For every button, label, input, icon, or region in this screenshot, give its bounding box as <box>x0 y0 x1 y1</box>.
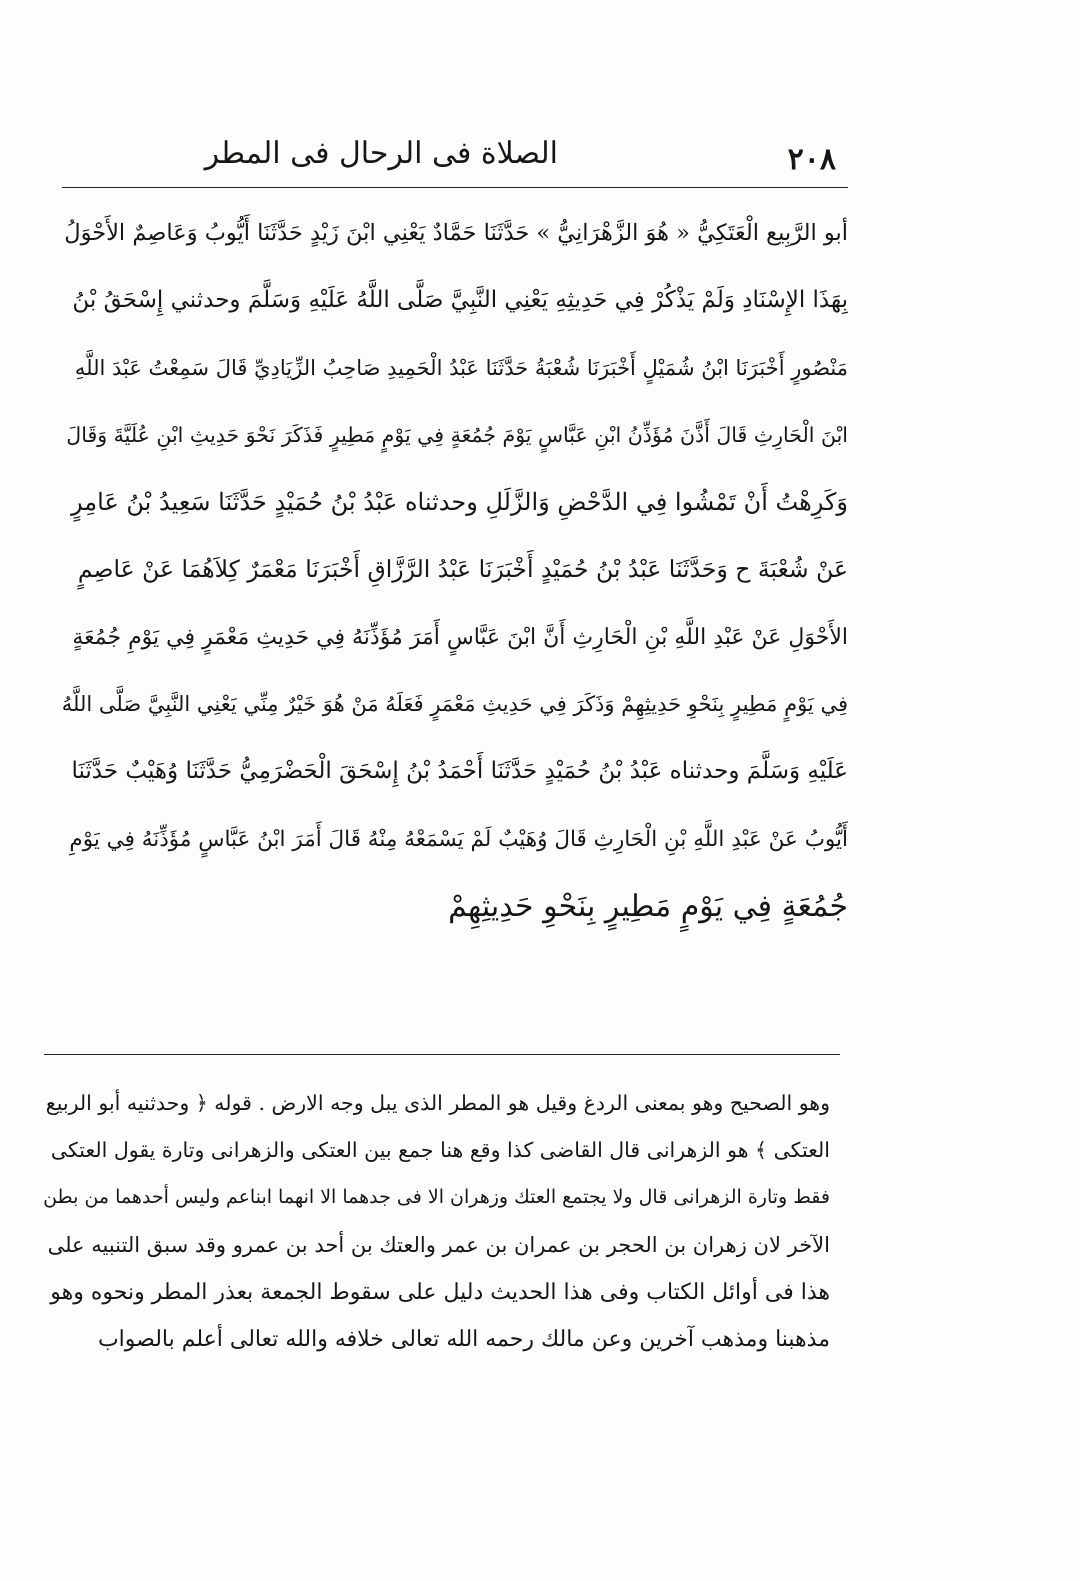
footnote-line: وهو الصحيح وهو بمعنى الردغ وقيل هو المطر الذى يبل وجه الارض . قوله ﴿ وحدثنيه أبو الربيع <box>45 1091 830 1115</box>
footnote-line: هذا فى أوائل الكتاب وفى هذا الحديث دليل على سقوط الجمعة بعذر المطر ونحوه وهو <box>50 1279 830 1305</box>
commentary-footnotes <box>40 1080 830 1363</box>
page-number: ٢٠٨ <box>787 142 836 177</box>
text-line: بِهَذَا الإِسْنَادِ وَلَمْ يَذْكُرْ فِي حَدِيثِهِ يَعْنِي النَّبِيَّ صَلَّى اللَّهُ عَلَيْهِ وَسَلَّمَ وحدثني إِسْحَقُ بْنُ <box>72 287 848 314</box>
text-line: فِي يَوْمٍ مَطِيرٍ بِنَحْوِ حَدِيثِهِمْ وَذَكَرَ فِي حَدِيثِ مَعْمَرٍ فَعَلَهُ مَنْ هُوَ خَيْرٌ مِنِّي يَعْنِي النَّبِيَّ صَلَّى اللَّهُ <box>62 692 848 717</box>
hadith-text-block <box>62 200 848 940</box>
text-line: أبو الرَّبِيع الْعَتَكِيُّ « هُوَ الزَّهْرَانِيُّ » حَدَّثَنَا حَمَّادٌ يَعْنِي ابْنَ زَيْدٍ حَدَّثَنَا أَيُّوبُ وَعَاصِمٌ الأَحْوَلُ <box>64 220 848 246</box>
running-title: الصلاة فى الرحال فى المطر <box>204 136 558 171</box>
text-line: عَنْ شُعْبَةَ ح وَحَدَّثَنَا عَبْدُ بْنُ حُمَيْدٍ أَخْبَرَنَا عَبْدُ الرَّزَّاقِ أَخْبَرَنَا مَعْمَرٌ كِلاَهُمَا عَنْ عَاصِمٍ <box>77 555 848 584</box>
text-line: وَكَرِهْتُ أَنْ تَمْشُوا فِي الدَّحْضِ وَالزَّلَلِ وحدثناه عَبْدُ بْنُ حُمَيْدٍ حَدَّثَنَا سَعِيدُ بْنُ عَامِرٍ <box>71 488 848 517</box>
text-line: جُمُعَةٍ فِي يَوْمٍ مَطِيرٍ بِنَحْوِ حَدِيثِهِمْ <box>448 888 848 924</box>
text-line: ابْنَ الْحَارِثِ قَالَ أَذَّنَ مُؤَذِّنُ ابْنِ عَبَّاسٍ يَوْمَ جُمُعَةٍ فِي يَوْمٍ مَطِيرٍ فَذَكَرَ نَحْوَ حَدِيثِ ابْنِ عُلَيَّةَ وَقَالَ <box>66 422 848 447</box>
page-header <box>62 128 848 178</box>
text-line: عَلَيْهِ وَسَلَّمَ وحدثناه عَبْدُ بْنُ حُمَيْدٍ حَدَّثَنَا أَحْمَدُ بْنُ إِسْحَقَ الْحَضْرَمِيُّ حَدَّثَنَا وُهَيْبٌ حَدَّثَنَا <box>71 758 848 785</box>
text-line: أَيُّوبُ عَنْ عَبْدِ اللَّهِ بْنِ الْحَارِثِ قَالَ وُهَيْبٌ لَمْ يَسْمَعْهُ مِنْهُ قَالَ أَمَرَ ابْنُ عَبَّاسٍ مُؤَذِّنَهُ فِي يَوْمِ <box>69 826 848 852</box>
footnote-line: فقط وتارة الزهرانى قال ولا يجتمع العتك وزهران الا فى جدهما الا انهما ابناعم وليس أحدهما من بطن <box>43 1186 830 1209</box>
text-line: مَنْصُورٍ أَخْبَرَنَا ابْنُ شُمَيْلٍ أَخْبَرَنَا شُعْبَةُ حَدَّثَنَا عَبْدُ الْحَمِيدِ صَاحِبُ الزِّيَادِيِّ قَالَ سَمِعْتُ عَبْدَ اللَّهِ <box>74 355 848 380</box>
footnote-line: مذهبنا ومذهب آخرين وعن مالك رحمه الله تعالى خلافه والله تعالى أعلم بالصواب <box>97 1326 830 1352</box>
footnote-line: العتكى ﴾ هو الزهرانى قال القاضى كذا وقع هنا جمع بين العتكى والزهرانى وتارة يقول العتكى <box>50 1138 830 1163</box>
footnote-line: الآخر لان زهران بن الحجر بن عمران بن عمر والعتك بن أحد بن عمرو وقد سبق التنبيه على <box>47 1232 830 1257</box>
header-rule <box>62 187 848 188</box>
text-line: الأَحْوَلِ عَنْ عَبْدِ اللَّهِ بْنِ الْحَارِثِ أَنَّ ابْنَ عَبَّاسٍ أَمَرَ مُؤَذِّنَهُ فِي حَدِيثِ مَعْمَرٍ فِي يَوْمِ جُمُعَةٍ <box>72 624 848 650</box>
footnote-rule <box>44 1054 840 1055</box>
